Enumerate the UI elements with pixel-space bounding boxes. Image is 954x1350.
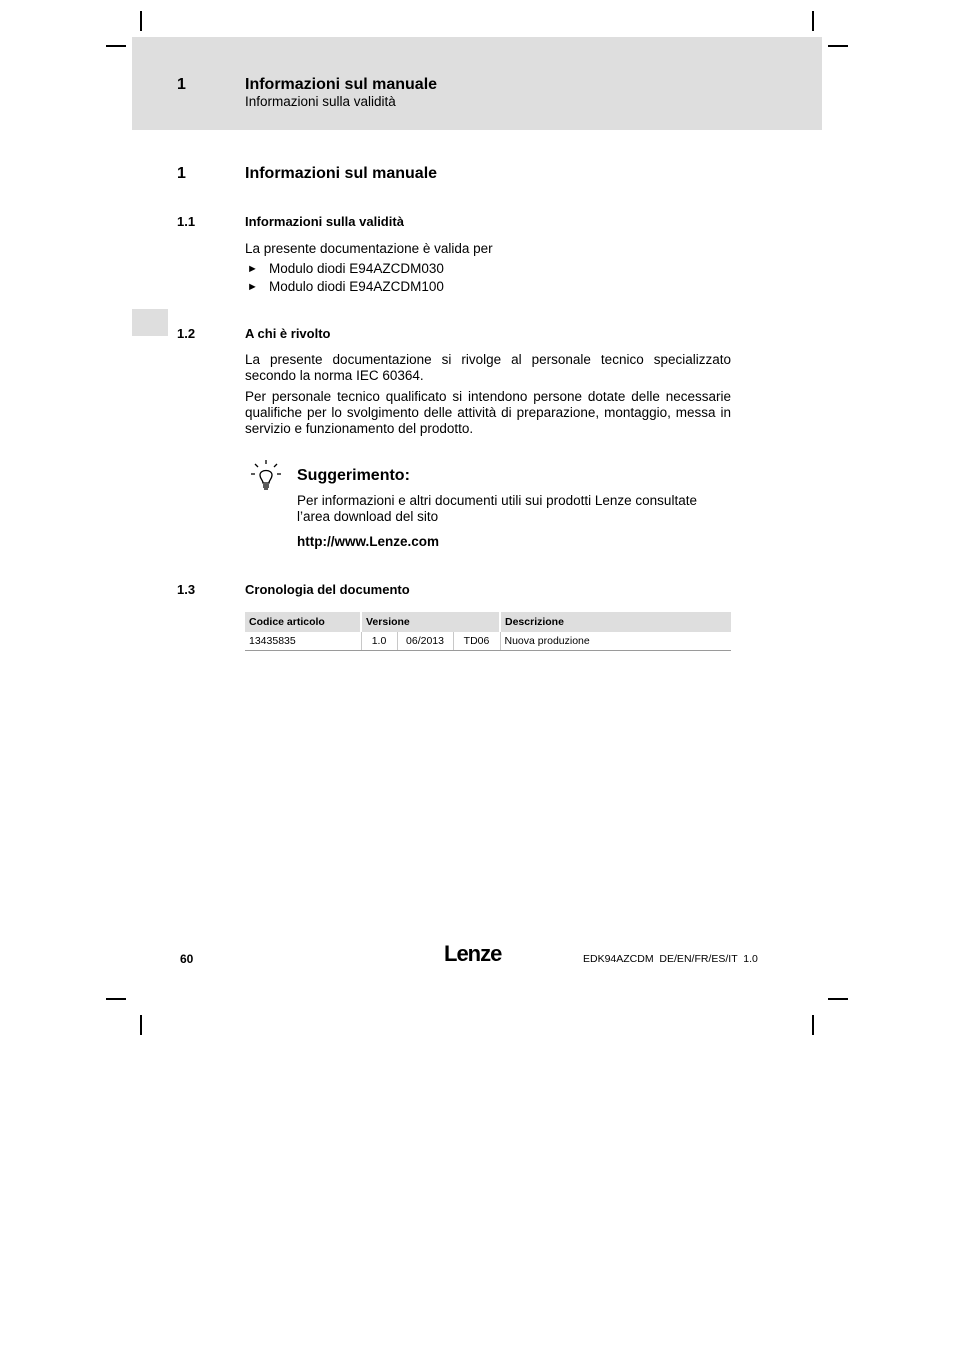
table-header-row xyxy=(245,612,731,632)
table-cell: 1.0 xyxy=(361,632,397,651)
table-cell: 06/2013 xyxy=(397,632,453,651)
header-chapter-title: Informazioni sul manuale xyxy=(245,76,438,93)
chapter-number: 1 xyxy=(177,165,186,182)
column-header: Versione xyxy=(361,612,500,632)
audience-paragraph-1: La presente documentazione si rivolge al personale tecnico specializzato secondo la norma IEC 60364. xyxy=(245,352,731,383)
column-header: Descrizione xyxy=(500,612,731,632)
running-header xyxy=(132,37,822,130)
lightbulb-icon xyxy=(250,459,284,493)
crop-mark-bottom-left-v xyxy=(140,1015,142,1035)
bullet-arrow-icon: ► xyxy=(247,263,258,275)
lenze-website-link[interactable]: http://www.Lenze.com xyxy=(297,534,440,549)
header-chapter-number: 1 xyxy=(177,76,186,93)
crop-mark-top-left-h xyxy=(106,45,126,47)
section-1-1-title: Informazioni sulla validità xyxy=(245,214,404,229)
crop-mark-bottom-right-h xyxy=(828,998,848,1000)
crop-mark-bottom-left-h xyxy=(106,998,126,1000)
crop-mark-top-right-v xyxy=(812,11,814,31)
document-history-table xyxy=(245,612,731,651)
table-row xyxy=(245,632,731,651)
chapter-tab-marker xyxy=(132,309,168,336)
column-header: Codice articolo xyxy=(245,612,361,632)
table-cell: Nuova produzione xyxy=(500,632,731,651)
validity-intro: La presente documentazione è valida per xyxy=(245,241,493,256)
section-1-3-title: Cronologia del documento xyxy=(245,582,410,597)
section-1-1-number: 1.1 xyxy=(177,214,196,229)
crop-mark-top-left-v xyxy=(140,11,142,31)
bullet-arrow-icon: ► xyxy=(247,281,258,293)
section-1-2-title: A chi è rivolto xyxy=(245,326,331,341)
list-item-text: Modulo diodi E94AZCDM100 xyxy=(269,279,444,294)
list-item xyxy=(247,261,647,277)
header-subtitle: Informazioni sulla validità xyxy=(245,94,396,109)
crop-mark-top-right-h xyxy=(828,45,848,47)
list-item-text: Modulo diodi E94AZCDM030 xyxy=(269,261,444,276)
table-cell: TD06 xyxy=(453,632,500,651)
tip-text: Per informazioni e altri documenti utili sui prodotti Lenze consultate l’area download del sito xyxy=(297,493,697,524)
list-item xyxy=(247,279,647,295)
chapter-title: Informazioni sul manuale xyxy=(245,165,438,182)
section-1-3-number: 1.3 xyxy=(177,582,196,597)
lenze-logo: Lenze xyxy=(444,941,502,966)
tip-heading: Suggerimento: xyxy=(297,467,410,484)
audience-paragraph-2: Per personale tecnico qualificato si intendono persone dotate delle necessarie qualifiche per lo svolgimento delle attività di preparazione, montaggio, messa in servizio e funzionamento del prodotto. xyxy=(245,389,731,436)
table-cell: 13435835 xyxy=(245,632,361,651)
section-1-2-number: 1.2 xyxy=(177,326,196,341)
document-code: EDK94AZCDM DE/EN/FR/ES/IT 1.0 xyxy=(583,953,758,965)
crop-mark-bottom-right-v xyxy=(812,1015,814,1035)
page-number: 60 xyxy=(180,952,194,966)
